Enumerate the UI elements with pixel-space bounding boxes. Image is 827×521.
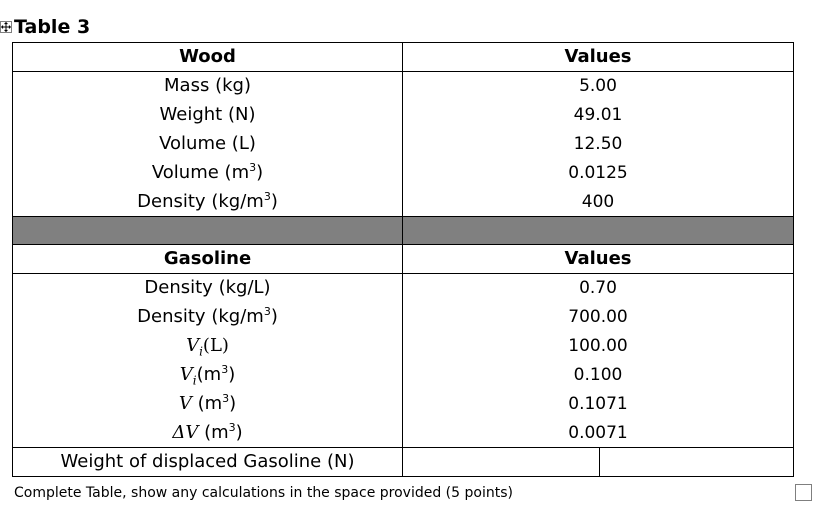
separator-cell-right xyxy=(403,217,794,245)
completion-checkbox[interactable] xyxy=(795,484,812,501)
table-row xyxy=(13,101,794,130)
gasoline-header-label[interactable]: Gasoline xyxy=(13,245,403,274)
gasoline-v-m3-value[interactable]: 0.1071 xyxy=(403,390,794,419)
gasoline-vi-l-label[interactable]: $V_i(L)$ xyxy=(13,332,403,361)
wood-mass-value[interactable]: 5.00 xyxy=(403,72,794,101)
table-row xyxy=(13,419,794,448)
table-row xyxy=(13,303,794,332)
gasoline-vi-m3-label[interactable]: $V_i(m^3)$ xyxy=(13,361,403,390)
wood-density-label[interactable]: Density $(kg/m^3)$ xyxy=(13,188,403,217)
wood-weight-value[interactable]: 49.01 xyxy=(403,101,794,130)
gasoline-vi-m3-value[interactable]: 0.100 xyxy=(403,361,794,390)
data-table xyxy=(12,42,794,477)
separator-cell-left xyxy=(13,217,403,245)
table-row xyxy=(13,188,794,217)
wood-mass-label[interactable]: Mass (kg) xyxy=(13,72,403,101)
gasoline-vi-l-value[interactable]: 100.00 xyxy=(403,332,794,361)
gasoline-header-value[interactable]: Values xyxy=(403,245,794,274)
instructions-text: Complete Table, show any calculations in the space provided (5 points) xyxy=(14,485,513,501)
gasoline-density-kgm3-value[interactable]: 700.00 xyxy=(403,303,794,332)
wood-density-value[interactable]: 400 xyxy=(403,188,794,217)
answer-cell-divider xyxy=(599,448,600,476)
table-row xyxy=(13,274,794,303)
gasoline-header-row xyxy=(13,245,794,274)
table-row xyxy=(13,72,794,101)
wood-volume-m3-value[interactable]: 0.0125 xyxy=(403,159,794,188)
wood-volume-l-label[interactable]: Volume (L) xyxy=(13,130,403,159)
wood-weight-label[interactable]: Weight (N) xyxy=(13,101,403,130)
wood-header-label[interactable]: Wood xyxy=(13,43,403,72)
gasoline-delta-v-value[interactable]: 0.0071 xyxy=(403,419,794,448)
separator-row xyxy=(13,217,794,245)
gasoline-density-kgl-value[interactable]: 0.70 xyxy=(403,274,794,303)
weight-displaced-gasoline-row xyxy=(13,448,794,477)
wood-header-value[interactable]: Values xyxy=(403,43,794,72)
table-caption: Table 3 xyxy=(14,16,91,38)
table-row xyxy=(13,332,794,361)
table-row xyxy=(13,130,794,159)
gasoline-delta-v-label[interactable]: ΔV $(m^3)$ xyxy=(13,419,403,448)
gasoline-v-m3-label[interactable]: V $(m^3)$ xyxy=(13,390,403,419)
table-row xyxy=(13,390,794,419)
gasoline-density-kgm3-label[interactable]: Density $(kg/m^3)$ xyxy=(13,303,403,332)
weight-displaced-gasoline-label[interactable]: Weight of displaced Gasoline (N) xyxy=(13,448,403,477)
weight-displaced-gasoline-answer-cell[interactable] xyxy=(403,448,794,477)
table-row xyxy=(13,361,794,390)
table-row xyxy=(13,159,794,188)
table-move-handle-icon[interactable] xyxy=(0,21,12,33)
wood-volume-m3-label[interactable]: Volume $(m^3)$ xyxy=(13,159,403,188)
wood-volume-l-value[interactable]: 12.50 xyxy=(403,130,794,159)
wood-header-row xyxy=(13,43,794,72)
gasoline-density-kgl-label[interactable]: Density (kg/L) xyxy=(13,274,403,303)
